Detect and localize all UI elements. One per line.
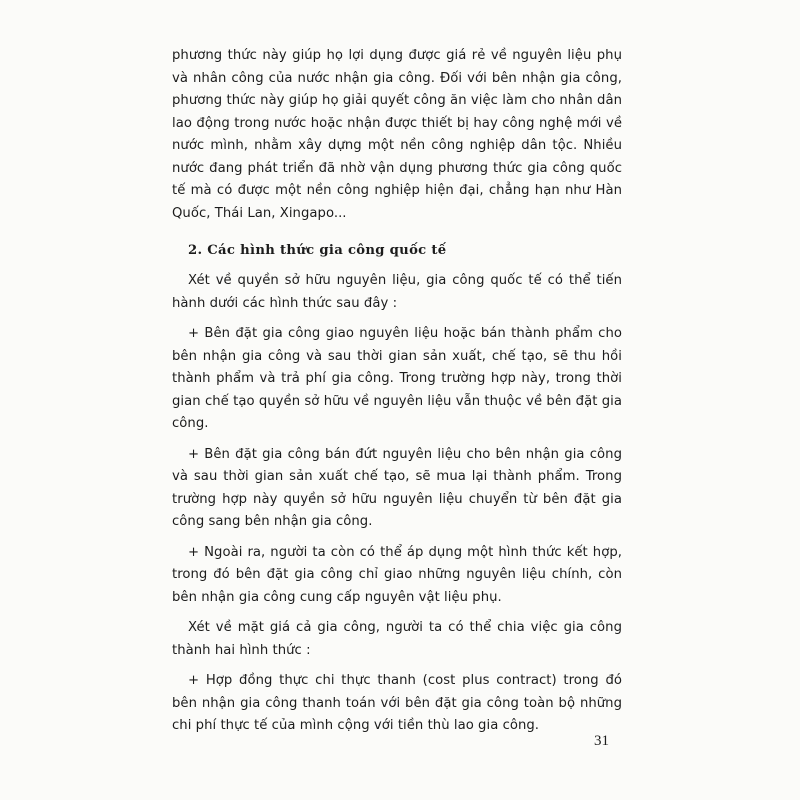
page-number: 31 [594, 733, 609, 749]
page-body [172, 45, 622, 738]
list-item-4: + Hợp đồng thực chi thực thanh (cost plus contract) trong đó bên nhận gia công thanh toán với bên đặt gia công toàn bộ những chi phí thực tế của mình cộng với tiền thù lao gia công. [172, 673, 622, 733]
list-item-1: + Bên đặt gia công giao nguyên liệu hoặc bán thành phẩm cho bên nhận gia công và sau thời gian sản xuất, chế tạo, sẽ thu hồi thành phẩm và trả phí gia công. Trong trường hợp này, trong thời gian chế tạo quyền sở hữu về nguyên liệu vẫn thuộc về bên đặt gia công. [172, 326, 622, 431]
paragraph-intro: phương thức này giúp họ lợi dụng được giá rẻ về nguyên liệu phụ và nhân công của nước nhận gia công. Đối với bên nhận gia công, phương thức này giúp họ giải quyết công ăn việc làm cho nhân dân lao động trong nước hoặc nhận được thiết bị hay công nghệ mới về nước mình, nhằm xây dựng một nền công nghiệp dân tộc. Nhiều nước đang phát triển đã nhờ vận dụng phương thức gia công quốc tế mà có được một nền công nghiệp hiện đại, chẳng hạn như Hàn Quốc, Thái Lan, Xingapo... [172, 48, 622, 221]
paragraph-ownership: Xét về quyền sở hữu nguyên liệu, gia công quốc tế có thể tiến hành dưới các hình thức sau đây : [172, 273, 622, 311]
list-item-2: + Bên đặt gia công bán đứt nguyên liệu cho bên nhận gia công và sau thời gian sản xuất chế tạo, sẽ mua lại thành phẩm. Trong trường hợp này quyền sở hữu nguyên liệu chuyển từ bên đặt gia công sang bên nhận gia công. [172, 446, 622, 529]
list-item-3: + Ngoài ra, người ta còn có thể áp dụng một hình thức kết hợp, trong đó bên đặt gia công chỉ giao những nguyên liệu chính, còn bên nhận gia công cung cấp nguyên vật liệu phụ. [172, 544, 622, 605]
section-heading: 2. Các hình thức gia công quốc tế [188, 243, 447, 258]
paragraph-price: Xét về mặt giá cả gia công, người ta có thể chia việc gia công thành hai hình thức : [172, 620, 622, 658]
